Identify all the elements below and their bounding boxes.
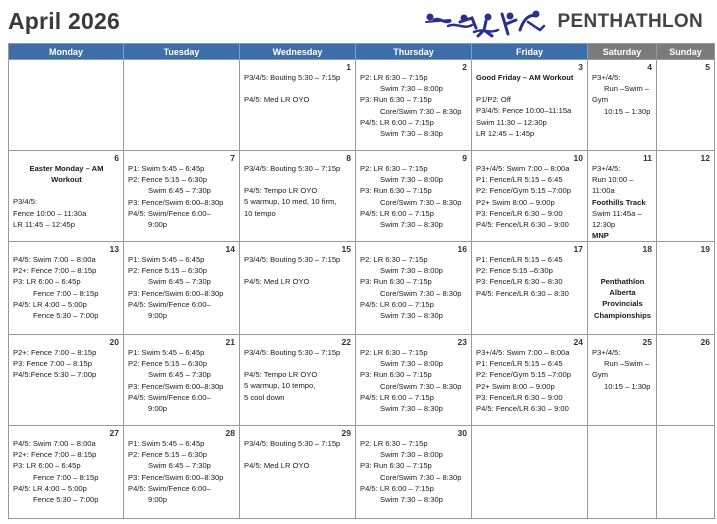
event-line xyxy=(592,254,653,265)
event-line: P2+: Fence 7:00 – 8:15p xyxy=(13,266,97,276)
event-line: Swim 7:30 – 8:30p xyxy=(380,495,443,505)
event-line: P4/5: Swim/Fence 6:00– xyxy=(128,392,211,402)
calendar-week-row xyxy=(9,60,715,151)
event-line: P4/5: Med LR OYO xyxy=(244,95,310,105)
event-line: P3: Fence/LR 6:30 – 9:00 xyxy=(476,208,563,218)
day-number: 15 xyxy=(341,244,351,254)
event-line: 5 cool down xyxy=(244,392,285,402)
event-line: P3/4/5: xyxy=(13,197,38,207)
event-line: Fence 7:00 – 8:15p xyxy=(33,472,99,482)
event-line: Fence 10:00 – 11:30a xyxy=(13,208,87,218)
day-cell-18[interactable] xyxy=(588,242,657,335)
day-cell-2[interactable] xyxy=(356,60,472,151)
event-line: P2: Fence/Gym 5:15 –7:00p xyxy=(476,370,571,380)
day-number: 7 xyxy=(230,153,235,163)
day-events xyxy=(128,163,236,230)
day-cell-25[interactable] xyxy=(588,335,657,426)
event-line: P3: Run 6:30 – 7:15p xyxy=(360,277,432,287)
day-events xyxy=(360,254,468,321)
event-line: P2: LR 6:30 – 7:15p xyxy=(360,348,428,357)
event-line: P2+ Swim 8:00 – 9:00p xyxy=(476,197,555,207)
event-line: Core/Swim 7:30 – 8:30p xyxy=(380,381,462,391)
event-line: LR 11:45 – 12:45p xyxy=(13,219,75,229)
day-number: 5 xyxy=(705,62,710,72)
event-line xyxy=(244,174,352,185)
day-number: 17 xyxy=(573,244,583,254)
event-line: P2: LR 6:30 – 7:15p xyxy=(360,439,428,448)
event-line: 12:30p xyxy=(592,220,616,230)
event-line: P1: Fence/LR 5:15 – 6:45 xyxy=(476,359,563,369)
day-cell-27[interactable] xyxy=(9,426,124,519)
event-line: MNP xyxy=(592,231,609,241)
event-line: P2: Fence 5:15 – 6:30p xyxy=(128,450,207,460)
event-line: P4/5: Tempo LR OYO xyxy=(244,370,318,380)
event-line: P3: LR 6:00 – 6:45p xyxy=(13,461,81,471)
event-line: P4/5: Swim/Fence 6:00– xyxy=(128,299,211,309)
day-cell-16[interactable] xyxy=(356,242,472,335)
event-line: P3: Run 6:30 – 7:15p xyxy=(360,370,432,380)
event-line: Swim 7:30 – 8:00p xyxy=(380,359,443,369)
event-line: Swim 6:45 – 7:30p xyxy=(148,186,211,196)
empty-day-cell xyxy=(588,426,657,519)
event-line: Swim 6:45 – 7:30p xyxy=(148,277,211,287)
day-number: 14 xyxy=(225,244,235,254)
event-line: Swim 7:30 – 8:00p xyxy=(380,84,443,94)
day-cell-28[interactable] xyxy=(124,426,240,519)
event-line: 5 warmup, 10 med, 10 firm, xyxy=(244,197,337,207)
event-line: Swim 11:45a – xyxy=(592,208,642,218)
event-line: P2: LR 6:30 – 7:15p xyxy=(360,164,428,173)
day-number: 4 xyxy=(647,62,652,72)
event-line: P3: Run 6:30 – 7:15p xyxy=(360,461,432,471)
event-line: Gym xyxy=(592,370,609,380)
event-line: P3: Fence/Swim 6:00–8:30p xyxy=(128,472,224,482)
day-number: 1 xyxy=(346,62,351,72)
event-line: P4/5: Swim/Fence 6:00– xyxy=(128,483,211,493)
event-line: P1: Swim 5:45 – 6:45p xyxy=(128,348,205,357)
event-line: P1: Swim 5:45 – 6:45p xyxy=(128,439,205,448)
day-events xyxy=(244,347,352,403)
day-events xyxy=(13,163,120,230)
event-line xyxy=(244,449,352,460)
event-line: P2+: Fence 7:00 – 8:15p xyxy=(13,450,97,460)
empty-day-cell xyxy=(657,426,715,519)
event-line: 10 tempo xyxy=(244,208,276,218)
day-cell-13[interactable] xyxy=(9,242,124,335)
event-line: Swim 7:30 – 8:00p xyxy=(380,175,443,185)
event-line: P3+/4/5: xyxy=(592,73,621,82)
event-line: P4/5: Swim 7:00 – 8:00a xyxy=(13,255,96,264)
empty-day-cell xyxy=(472,426,588,519)
event-line: LR 12:45 – 1:45p xyxy=(476,128,535,138)
weekday-header-friday: Friday xyxy=(472,44,588,60)
day-cell-9[interactable] xyxy=(356,151,472,242)
day-events xyxy=(244,72,352,105)
weekday-header-saturday: Saturday xyxy=(588,44,657,60)
event-line: P4/5: Fence/LR 6:30 – 9:00 xyxy=(476,404,569,414)
event-line: P3: Fence 7:00 – 8:15p xyxy=(13,359,92,369)
day-events xyxy=(592,163,653,241)
day-number: 27 xyxy=(109,428,119,438)
event-line: P2: Fence 5:15 – 6:30p xyxy=(128,175,207,185)
day-number: 11 xyxy=(643,153,652,163)
event-line: Core/Swim 7:30 – 8:30p xyxy=(380,472,462,482)
event-line: P1: Swim 5:45 – 6:45p xyxy=(128,255,205,264)
event-line: Workout xyxy=(51,175,82,185)
event-line: 9:00p xyxy=(148,311,168,321)
day-events xyxy=(360,163,468,230)
day-number: 8 xyxy=(346,153,351,163)
day-events xyxy=(476,163,584,230)
event-line: P4/5: LR 4:00 – 5:00p xyxy=(13,483,87,493)
event-line: P3/4/5: Fence 10:00–11:15a xyxy=(476,106,572,116)
day-events xyxy=(476,347,584,414)
day-number: 28 xyxy=(225,428,235,438)
event-line: P3/4/5: Bouting 5:30 – 7:15p xyxy=(244,439,341,448)
event-line: Fence 5:30 – 7:00p xyxy=(33,311,99,321)
event-line: Swim 7:30 – 8:30p xyxy=(380,404,443,414)
weekday-header-monday: Monday xyxy=(9,44,124,60)
event-line xyxy=(592,265,653,276)
day-events xyxy=(128,347,236,414)
event-line: P3: Fence/LR 6:30 – 9:00 xyxy=(476,392,563,402)
day-cell-7[interactable] xyxy=(124,151,240,242)
event-line: 9:00p xyxy=(148,220,168,230)
event-line: P4/5: Swim/Fence 6:00– xyxy=(128,208,211,218)
event-line: P4/5: Med LR OYO xyxy=(244,461,310,471)
event-line: Core/Swim 7:30 – 8:30p xyxy=(380,288,462,298)
day-cell-19[interactable] xyxy=(657,242,715,335)
event-line: P3/4/5: Bouting 5:30 – 7:15p xyxy=(244,73,341,82)
event-line: Easter Monday – AM xyxy=(29,164,104,173)
weekday-header-thursday: Thursday xyxy=(356,44,472,60)
weekday-header-wednesday: Wednesday xyxy=(240,44,356,60)
event-line: Championships xyxy=(594,310,651,320)
event-line: Penthathlon xyxy=(600,277,645,286)
day-number: 22 xyxy=(341,337,351,347)
event-line: P3: Fence/Swim 6:00–8:30p xyxy=(128,288,224,298)
event-line: Run –Swim – xyxy=(604,359,650,369)
event-line: P4/5: LR 6:00 – 7:15p xyxy=(360,208,434,218)
day-number: 29 xyxy=(341,428,351,438)
weekday-header-row xyxy=(9,44,715,60)
event-line: Run –Swim – xyxy=(604,84,650,94)
event-line: P3/4/5: Bouting 5:30 – 7:15p xyxy=(244,164,341,173)
day-events xyxy=(244,438,352,471)
event-line: P4/5: LR 6:00 – 7:15p xyxy=(360,117,434,127)
day-number: 25 xyxy=(642,337,652,347)
event-line: P4/5: LR 6:00 – 7:15p xyxy=(360,392,434,402)
event-line: P3: Run 6:30 – 7:15p xyxy=(360,95,432,105)
day-cell-6[interactable] xyxy=(9,151,124,242)
month-title: April 2026 xyxy=(8,8,120,34)
event-line: Foothills Track xyxy=(592,197,646,207)
event-line: Fence 5:30 – 7:00p xyxy=(33,495,99,505)
event-line: 11:00a xyxy=(592,186,615,196)
day-events xyxy=(592,347,653,392)
event-line: Swim 6:45 – 7:30p xyxy=(148,461,211,471)
event-line: Gym xyxy=(592,95,609,105)
day-number: 10 xyxy=(573,153,583,163)
event-line: P1/P2: Off xyxy=(476,95,511,105)
event-line: P1: Fence/LR 5:15 – 6:45 xyxy=(476,255,563,264)
day-number: 18 xyxy=(642,244,652,254)
event-line: P2: Fence 5:15 – 6:30p xyxy=(128,266,207,276)
day-events xyxy=(360,72,468,139)
day-events xyxy=(13,347,120,381)
day-number: 13 xyxy=(109,244,119,254)
day-cell-22[interactable] xyxy=(240,335,356,426)
day-cell-12[interactable] xyxy=(657,151,715,242)
event-line: Alberta xyxy=(609,288,636,298)
event-line: P2: Fence 5:15 –6:30p xyxy=(476,266,553,276)
calendar-grid xyxy=(8,43,715,519)
day-cell-30[interactable] xyxy=(356,426,472,519)
event-line: Swim 7:30 – 8:00p xyxy=(380,266,443,276)
event-line: Swim 7:30 – 8:30p xyxy=(380,129,443,139)
event-line: Swim 6:45 – 7:30p xyxy=(148,370,211,380)
event-line: Core/Swim 7:30 – 8:30p xyxy=(380,106,462,116)
calendar-week-row xyxy=(9,242,715,335)
event-line xyxy=(476,83,584,94)
day-number: 9 xyxy=(462,153,467,163)
day-events xyxy=(476,72,584,139)
day-cell-23[interactable] xyxy=(356,335,472,426)
day-cell-29[interactable] xyxy=(240,426,356,519)
day-number: 24 xyxy=(573,337,583,347)
event-line: P2: LR 6:30 – 7:15p xyxy=(360,255,428,264)
event-line: P4/5: LR 6:00 – 7:15p xyxy=(360,299,434,309)
day-events xyxy=(360,438,468,505)
day-events xyxy=(128,254,236,321)
weekday-header-tuesday: Tuesday xyxy=(124,44,240,60)
day-cell-15[interactable] xyxy=(240,242,356,335)
event-line: P1: Fence/LR 5:15 – 6:45 xyxy=(476,175,563,185)
empty-day-cell xyxy=(9,60,124,151)
event-line: P3: Fence/Swim 6:00–8:30p xyxy=(128,381,224,391)
event-line xyxy=(244,358,352,369)
event-line: Run 10:00 – xyxy=(592,175,634,185)
day-number: 30 xyxy=(457,428,467,438)
day-cell-5[interactable] xyxy=(657,60,715,151)
day-cell-26[interactable] xyxy=(657,335,715,426)
day-number: 26 xyxy=(700,337,710,347)
event-line: Swim 7:30 – 8:00p xyxy=(380,450,443,460)
event-line: P3/4/5: Bouting 5:30 – 7:15p xyxy=(244,255,341,264)
event-line: 10:15 – 1:30p xyxy=(604,106,651,116)
event-line: P3: Fence/LR 6:30 – 8:30 xyxy=(476,277,563,287)
event-line: 9:00p xyxy=(148,404,168,414)
day-cell-3[interactable] xyxy=(472,60,588,151)
calendar-week-row xyxy=(9,426,715,519)
day-cell-10[interactable] xyxy=(472,151,588,242)
day-number: 16 xyxy=(457,244,467,254)
event-line: Swim 11:30 – 12:30p xyxy=(476,117,547,127)
day-events xyxy=(592,254,653,321)
pentathlon-logo xyxy=(424,8,548,40)
event-line: P3/4/5: Bouting 5:30 – 7:15p xyxy=(244,348,341,357)
event-line: P4/5: Fence/LR 6:30 – 8:30 xyxy=(476,288,569,298)
brand-title: PENTHATHLON xyxy=(557,11,703,32)
event-line: Fence 7:00 – 8:15p xyxy=(33,288,99,298)
empty-day-cell xyxy=(124,60,240,151)
day-number: 23 xyxy=(457,337,467,347)
day-cell-24[interactable] xyxy=(472,335,588,426)
day-events xyxy=(13,438,120,505)
calendar-week-row xyxy=(9,151,715,242)
event-line: P4/5: LR 4:00 – 5:00p xyxy=(13,299,87,309)
event-line: P4/5: Med LR OYO xyxy=(244,277,310,287)
day-cell-1[interactable] xyxy=(240,60,356,151)
event-line: P3: LR 6:00 – 6:45p xyxy=(13,277,81,287)
event-line: P2+: Fence 7:00 – 8:15p xyxy=(13,348,97,357)
event-line: P2: Fence 5:15 – 6:30p xyxy=(128,359,207,369)
day-events xyxy=(360,347,468,414)
day-number: 12 xyxy=(700,153,710,163)
event-line xyxy=(244,265,352,276)
day-cell-17[interactable] xyxy=(472,242,588,335)
event-line: P4/5: Tempo LR OYO xyxy=(244,186,318,196)
event-line: P3: Run 6:30 – 7:15p xyxy=(360,186,432,196)
event-line: 10:15 – 1:30p xyxy=(604,381,651,391)
day-cell-20[interactable] xyxy=(9,335,124,426)
event-line xyxy=(244,83,352,94)
event-line: Provincials xyxy=(602,299,643,309)
event-line: P2+ Swim 8:00 – 9:00p xyxy=(476,381,555,391)
event-line: Good Friday – AM Workout xyxy=(476,73,574,82)
day-events xyxy=(13,254,120,321)
day-events xyxy=(592,72,653,117)
event-line: P3+/4/5: xyxy=(592,164,621,173)
event-line: P4/5: LR 6:00 – 7:15p xyxy=(360,483,434,493)
event-line: Core/Swim 7:30 – 8:30p xyxy=(380,197,462,207)
day-number: 20 xyxy=(109,337,119,347)
day-events xyxy=(244,254,352,287)
event-line xyxy=(13,185,120,196)
event-line: 5 warmup, 10 tempo, xyxy=(244,381,316,391)
weekday-header-sunday: Sunday xyxy=(657,44,715,60)
event-line: 9:00p xyxy=(148,495,168,505)
day-events xyxy=(244,163,352,219)
event-line: P3+/4/5: Swim 7:00 – 8:00a xyxy=(476,348,570,357)
day-events xyxy=(128,438,236,505)
day-cell-21[interactable] xyxy=(124,335,240,426)
calendar-week-row xyxy=(9,335,715,426)
day-cell-8[interactable] xyxy=(240,151,356,242)
day-number: 3 xyxy=(578,62,583,72)
event-line: P1: Swim 5:45 – 6:45p xyxy=(128,164,205,173)
event-line: Swim 7:30 – 8:30p xyxy=(380,220,443,230)
day-number: 21 xyxy=(225,337,235,347)
day-events xyxy=(476,254,584,299)
day-number: 19 xyxy=(700,244,710,254)
day-cell-14[interactable] xyxy=(124,242,240,335)
event-line: P3: Fence/Swim 6:00–8:30p xyxy=(128,197,224,207)
day-number: 6 xyxy=(114,153,119,163)
day-cell-11[interactable] xyxy=(588,151,657,242)
event-line: P4/5: Swim 7:00 – 8:00a xyxy=(13,439,96,448)
event-line: P2: LR 6:30 – 7:15p xyxy=(360,73,428,82)
event-line: P2: Fence/Gym 5:15 –7:00p xyxy=(476,186,571,196)
event-line: P3+/4/5: xyxy=(592,348,621,357)
day-cell-4[interactable] xyxy=(588,60,657,151)
event-line: P4/5: Fence/LR 6:30 – 9:00 xyxy=(476,220,569,230)
event-line: P4/5:Fence 5:30 – 7:00p xyxy=(13,370,97,380)
event-line: Swim 7:30 – 8:30p xyxy=(380,311,443,321)
event-line: P3+/4/5: Swim 7:00 – 8:00a xyxy=(476,164,570,173)
day-number: 2 xyxy=(462,62,467,72)
